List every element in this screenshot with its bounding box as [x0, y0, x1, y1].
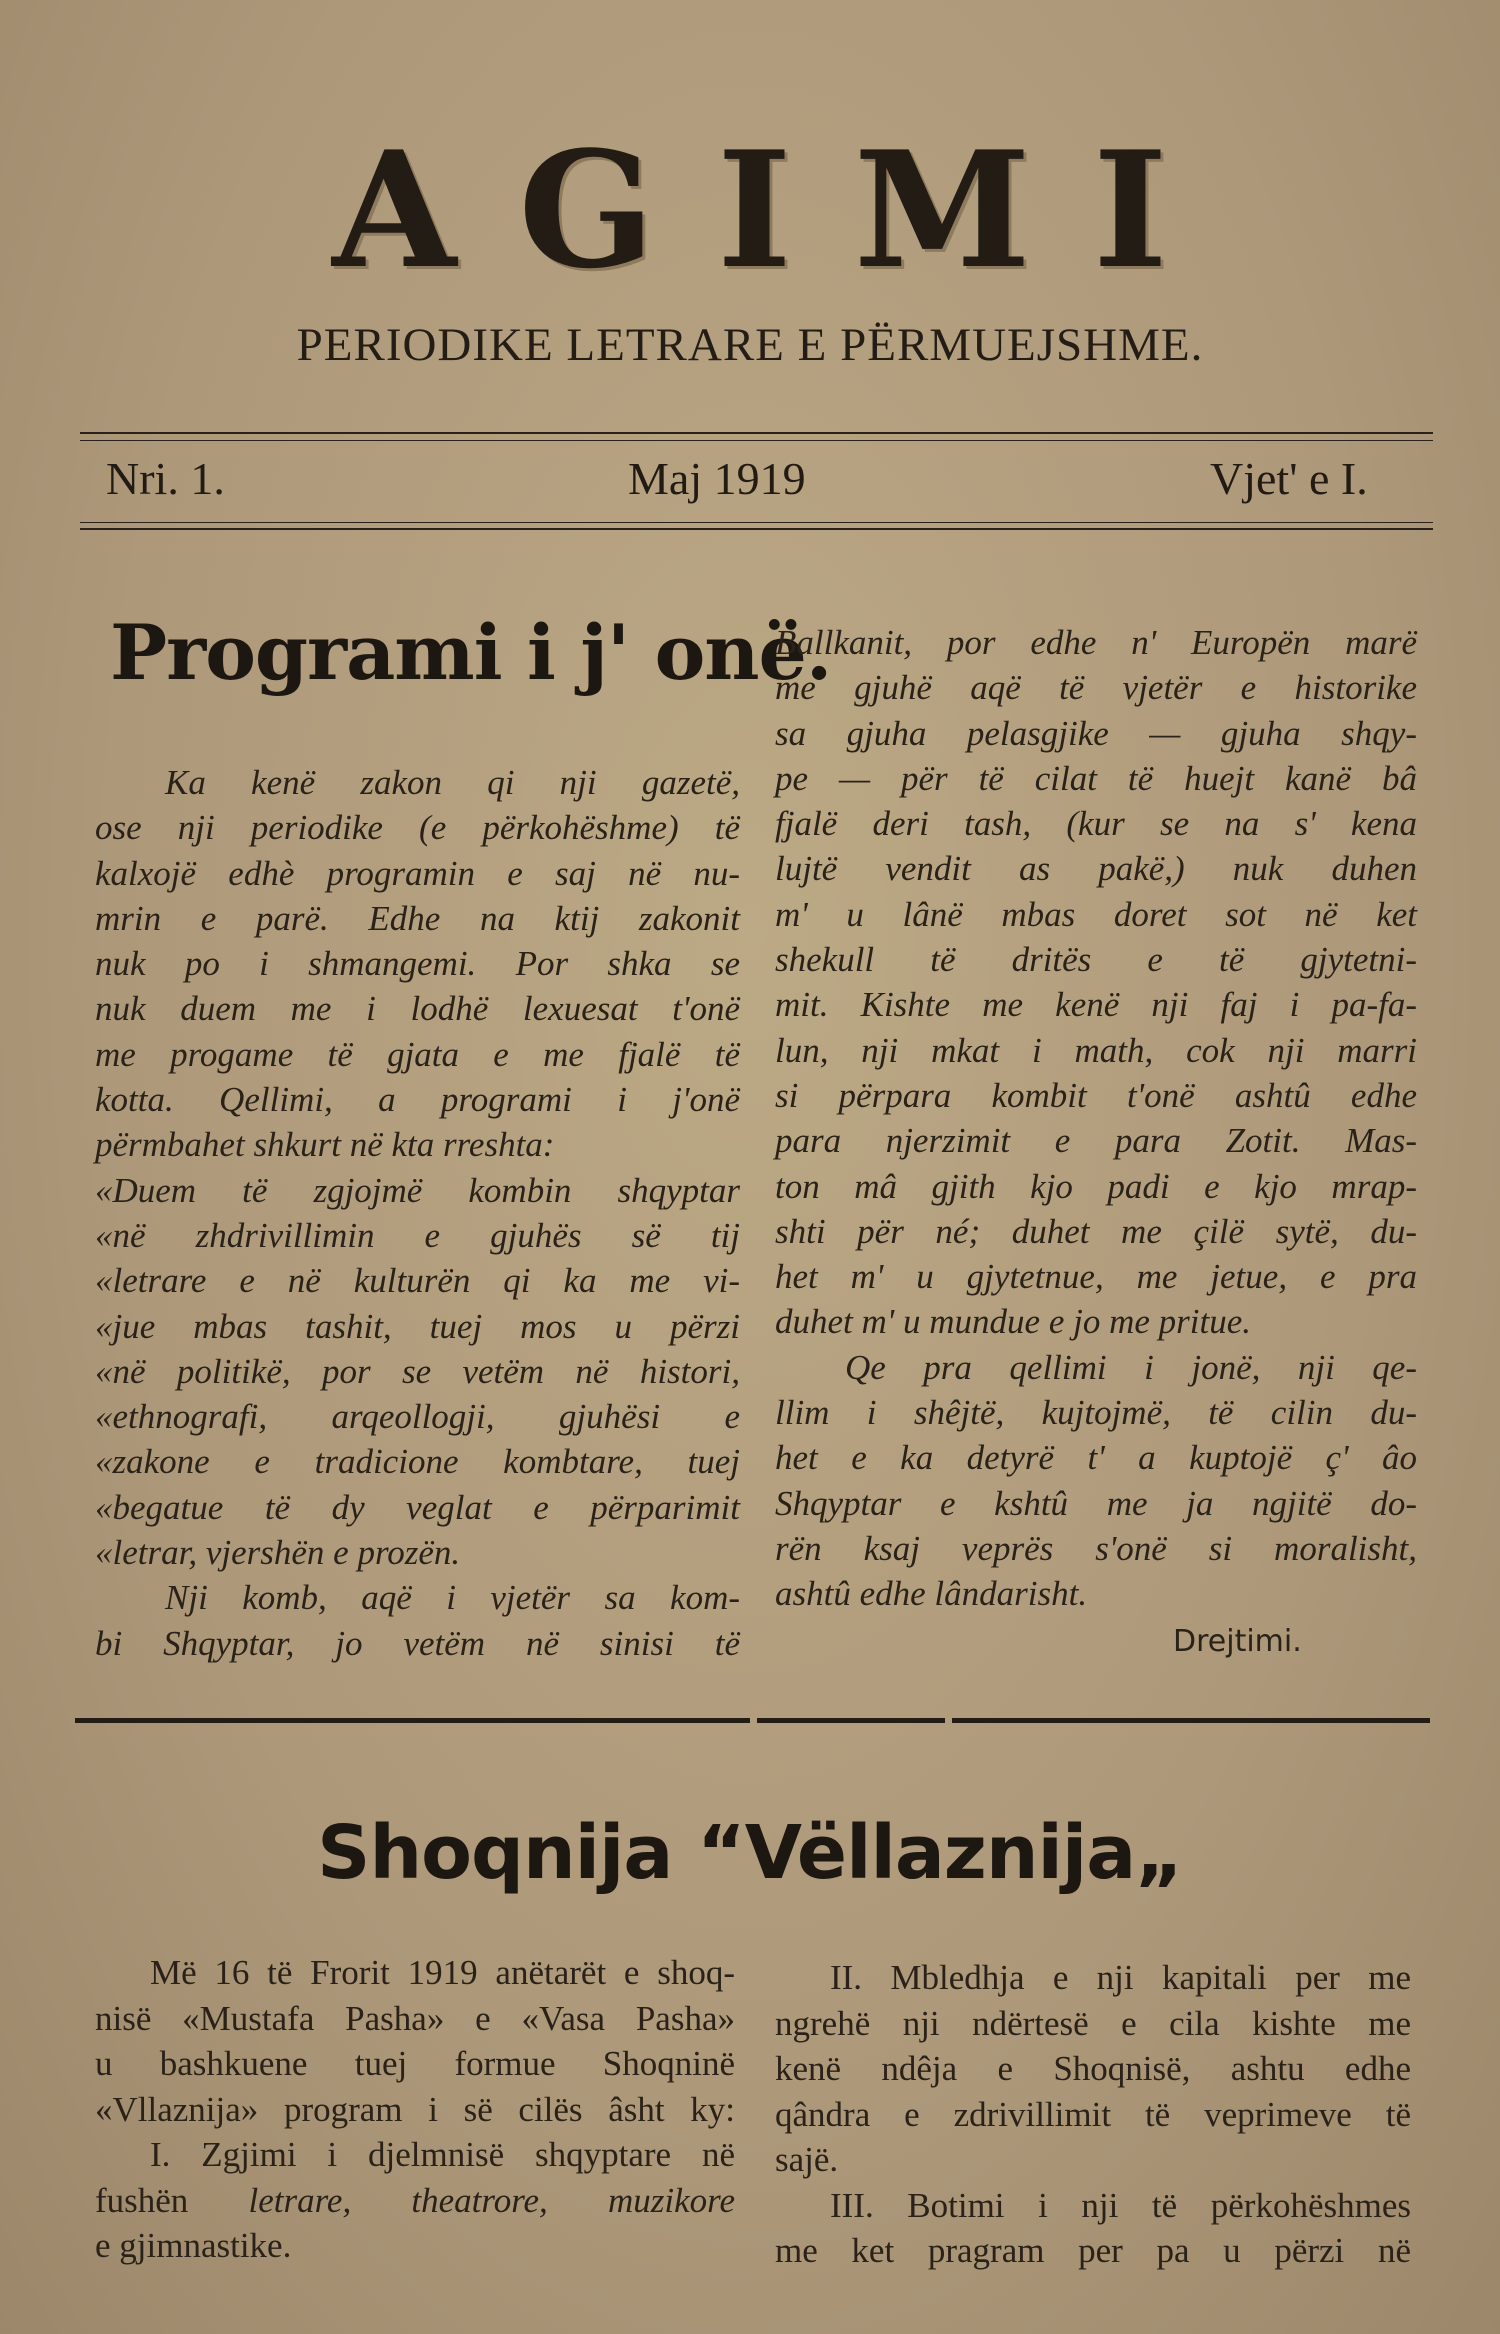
text-line: u bashkuene tuej formue Shoqninë	[95, 2044, 735, 2083]
text-line: het e ka detyrë t' a kuptojë ç' âo	[775, 1438, 1417, 1478]
text-line: kenë ndêja e Shoqnisë, ashtu edhe	[775, 2049, 1411, 2088]
article2-left-column	[95, 1950, 735, 2269]
text-line: ashtû edhe lândarisht.	[775, 1574, 1088, 1614]
text-line: fushën letrare, theatrore, muzikore	[95, 2180, 735, 2220]
text-line: mrin e parë. Edhe na ktij zakonit	[95, 898, 740, 938]
text-line: kalxojë edhè programin e saj në nu-	[95, 853, 740, 893]
text-line: lun, nji mkat i math, cok nji marri	[775, 1030, 1417, 1070]
issue-number: Nri. 1.	[106, 453, 225, 504]
text-line: lujtë vendit as pakë,) nuk duhen	[775, 849, 1417, 889]
text-line: sa gjuha pelasgjike — gjuha shqy-	[775, 713, 1417, 753]
section-divider-middle	[757, 1718, 945, 1723]
article2-right-column	[775, 1955, 1411, 2274]
text-line: het m' u gjytetnue, me jetue, e pra	[775, 1257, 1417, 1297]
issue-year: Vjet' e I.	[1210, 453, 1368, 504]
text-line: me ket pragram per pa u përzi në	[775, 2231, 1411, 2270]
text-line: «letrare e në kulturën qi ka me vi-	[95, 1261, 740, 1301]
text-line: «jue mbas tashit, tuej mos u përzi	[95, 1306, 740, 1346]
text-line: me progame të gjata e me fjalë të	[95, 1034, 740, 1074]
text-line: pe — për të cilat të huejt kanë bâ	[775, 758, 1417, 798]
text-line: mit. Kishte me kenë nji faj i pa-fa-	[775, 985, 1417, 1025]
issue-bar-bottom-rule-thin	[80, 522, 1433, 523]
text-line: II. Mbledhja e nji kapitali per me	[830, 1958, 1411, 1997]
text-line: shekull të dritës e të gjytetni-	[775, 940, 1417, 980]
text-line: llim i shêjtë, kujtojmë, të cilin du-	[775, 1393, 1417, 1433]
text-line: m' u lânë mbas doret sot në ket	[775, 894, 1417, 934]
text-line: «në zhdrivillimin e gjuhës së tij	[95, 1215, 740, 1255]
text-line: Ka kenë zakon qi nji gazetë,	[165, 763, 740, 802]
text-line: bi Shqyptar, jo vetëm në sinisi të	[95, 1623, 740, 1663]
masthead	[0, 116, 1500, 372]
text-line: kotta. Qellimi, a programi i j'onë	[95, 1080, 740, 1120]
text-line: «begatue të dy veglat e përparimit	[95, 1487, 740, 1527]
text-line: rën ksaj veprës s'onë si moralisht,	[775, 1528, 1417, 1568]
section-divider-right	[952, 1718, 1430, 1723]
text-line: ngrehë nji ndërtesë e cila kishte me	[775, 2003, 1411, 2043]
text-line: Shqyptar e kshtû me ja ngjitë do-	[775, 1483, 1417, 1523]
text-line: Qe pra qellimi i jonë, nji qe-	[845, 1347, 1417, 1387]
issue-date: Maj 1919	[628, 453, 806, 504]
article-heading-society: Shoqnija “Vëllaznija„	[317, 1810, 1183, 1896]
issue-bar-top-rule-thin	[80, 440, 1433, 441]
section-divider-left	[75, 1718, 750, 1723]
text-line: III. Botimi i nji të përkohëshmes	[830, 2185, 1411, 2225]
text-line: «Duem të zgjojmë kombin shqyptar	[95, 1170, 740, 1210]
text-line: nuk duem me i lodhë lexuesat t'onë	[95, 989, 740, 1029]
text-line: «letrar, vjershën e prozën.	[95, 1533, 461, 1573]
text-line: Nji komb, aqë i vjetër sa kom-	[165, 1578, 740, 1618]
newspaper-title: AGIMI	[332, 116, 1230, 304]
text-line: Më 16 të Frorit 1919 anëtarët e shoq-	[150, 1953, 735, 1992]
text-line: përmbahet shkurt në kta rreshta:	[95, 1125, 555, 1165]
text-line: nisë «Mustafa Pasha» e «Vasa Pasha»	[95, 1998, 735, 2038]
text-line: «zakone e tradicione kombtare, tuej	[95, 1442, 740, 1482]
text-line: ose nji periodike (e përkohëshme) të	[95, 808, 740, 848]
text-line: qândra e zdrivillimit të veprimeve të	[775, 2094, 1411, 2134]
text-line: para njerzimit e para Zotit. Mas-	[775, 1121, 1417, 1161]
issue-bar-top-rule	[80, 432, 1433, 434]
text-line: ton mâ gjith kjo padi e kjo mrap-	[775, 1166, 1417, 1206]
text-line: «ethnografi, arqeollogji, gjuhësi e	[95, 1397, 740, 1437]
issue-bar	[100, 452, 1415, 512]
text-line: «në politikë, por se vetëm në histori,	[95, 1351, 740, 1391]
text-line: me gjuhë aqë të vjetër e historike	[775, 668, 1417, 708]
text-line: nuk po i shmangemi. Por shka se	[95, 944, 740, 984]
text-line: si përpara kombit t'onë ashtû edhe	[775, 1075, 1417, 1115]
article1-right-column	[775, 620, 1417, 1617]
issue-bar-bottom-rule	[80, 528, 1433, 530]
article1-left-column	[95, 760, 740, 1666]
newspaper-subtitle: PERIODIKE LETRARE E PËRMUEJSHME.	[296, 319, 1204, 371]
text-line: Ballkanit, por edhe n' Europën marë	[775, 623, 1417, 662]
text-line: I. Zgjimi i djelmnisë shqyptare në	[150, 2135, 735, 2174]
text-line: shti për né; duhet me çilë sytë, du-	[775, 1211, 1417, 1251]
text-line: fjalë deri tash, (kur se na s' kena	[775, 804, 1417, 844]
text-line: «Vllaznija» program i së cilës âsht ky:	[95, 2089, 735, 2129]
text-line: e gjimnastike.	[95, 2226, 292, 2265]
text-line: sajë.	[775, 2140, 839, 2179]
article-heading-program: Programi i j' onë.	[110, 608, 832, 697]
text-line: duhet m' u mundue e jo me pritue.	[775, 1302, 1252, 1342]
article-signature: Drejtimi.	[1173, 1624, 1302, 1659]
